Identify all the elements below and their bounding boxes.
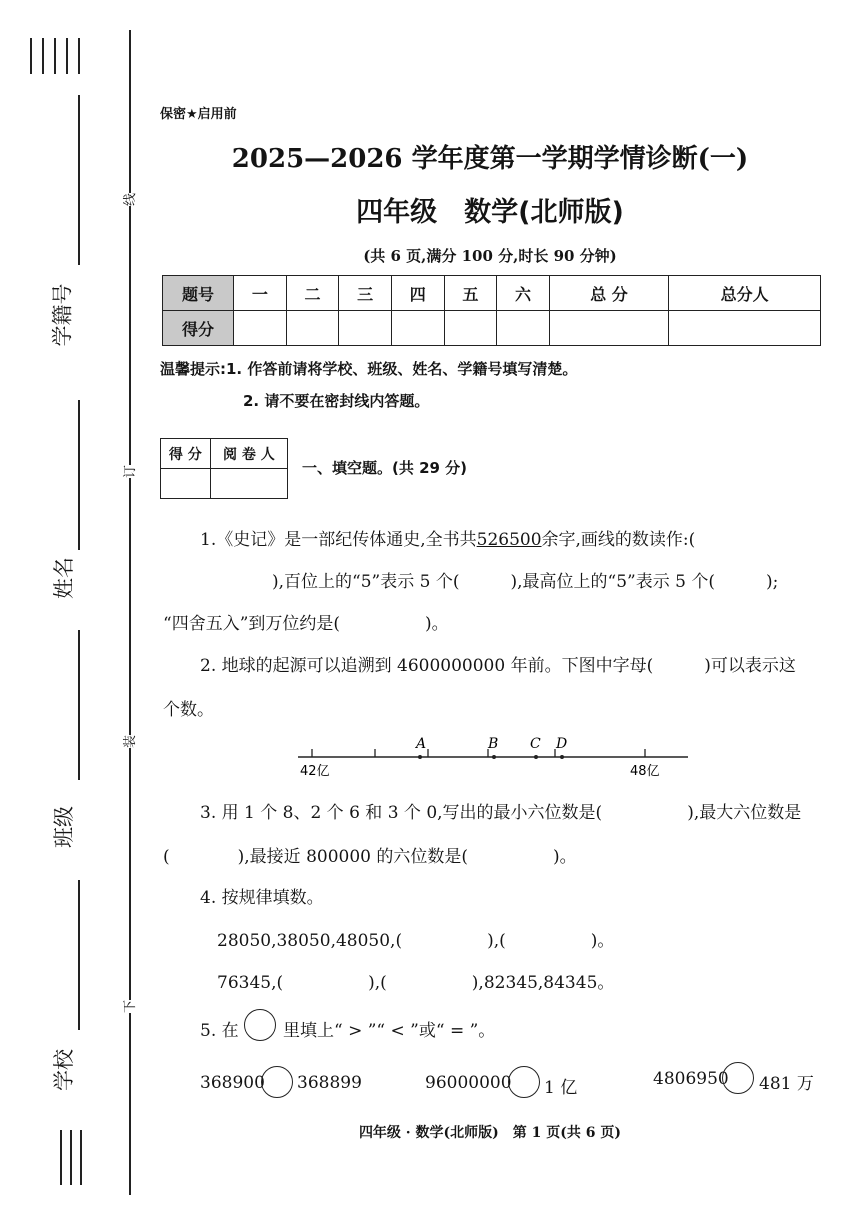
score-header: 四 <box>391 276 444 311</box>
compare-2-circle[interactable] <box>508 1066 540 1098</box>
grader-score-label: 得 分 <box>161 439 211 469</box>
score-cell[interactable] <box>669 311 821 346</box>
question-3-line-2: ( ),最接近 800000 的六位数是( )。 <box>163 847 577 867</box>
score-header: 总分人 <box>669 276 821 311</box>
question-3-line-1: 3. 用 1 个 8、2 个 6 和 3 个 0,写出的最小六位数是( ),最大六位数是 <box>200 803 802 823</box>
confidential-label: 保密★启用前 <box>160 107 237 122</box>
point-label-d: D <box>556 736 568 752</box>
compare-3-left: 4806950 <box>653 1069 729 1089</box>
point-label-c: C <box>530 736 541 752</box>
score-cell[interactable] <box>286 311 339 346</box>
compare-3-circle[interactable] <box>722 1062 754 1094</box>
compare-2-right: 1 亿 <box>544 1078 578 1098</box>
number-line-left-label: 42亿 <box>300 764 330 779</box>
compare-3-right: 481 万 <box>759 1074 814 1094</box>
tip-line-1: 温馨提示:1. 作答前请将学校、班级、姓名、学籍号填写清楚。 <box>160 360 578 378</box>
grader-reviewer-cell[interactable] <box>210 469 287 499</box>
question-4-title: 4. 按规律填数。 <box>200 888 324 908</box>
tick-mark <box>70 1130 72 1185</box>
point-label-b: B <box>488 736 499 752</box>
q1-text-b: 余字,画线的数读作:( <box>541 530 696 550</box>
compare-2-left: 96000000 <box>425 1073 512 1093</box>
grader-reviewer-label: 阅 卷 人 <box>210 439 287 469</box>
question-2-line-1: 2. 地球的起源可以追溯到 4600000000 年前。下图中字母( )可以表示这 <box>200 656 796 676</box>
label-school: 学校 <box>52 1049 76 1091</box>
q1-underlined-number: 526500 <box>476 530 542 550</box>
score-header: 六 <box>497 276 550 311</box>
number-line-point <box>492 755 496 759</box>
score-cell[interactable] <box>339 311 392 346</box>
question-5-text-a: 5. 在 <box>200 1021 239 1041</box>
compare-1-right: 368899 <box>297 1073 362 1093</box>
score-table <box>162 275 821 346</box>
tick-mark <box>78 38 80 74</box>
fill-line-class[interactable] <box>78 630 80 780</box>
number-line-point <box>418 755 422 759</box>
score-header: 总 分 <box>549 276 668 311</box>
tick-mark <box>80 1130 82 1185</box>
fill-line-name[interactable] <box>78 400 80 550</box>
question-4-row-1: 28050,38050,48050,( ),( )。 <box>217 931 615 951</box>
point-label-a: A <box>416 736 427 752</box>
exam-subtitle: 四年级 数学(北师版) <box>356 197 624 228</box>
grader-table <box>160 438 288 499</box>
question-4-row-2: 76345,( ),( ),82345,84345。 <box>217 973 615 993</box>
compare-1-left: 368900 <box>200 1073 265 1093</box>
section-title: 一、填空题。(共 29 分) <box>302 459 468 477</box>
question-1-line-3: “四舍五入”到万位约是( )。 <box>163 614 449 634</box>
fill-line-school[interactable] <box>78 880 80 1030</box>
label-class: 班级 <box>52 806 76 848</box>
page-footer: 四年级 · 数学(北师版) 第 1 页(共 6 页) <box>358 1125 622 1141</box>
question-1-line-1 <box>200 525 695 550</box>
tick-mark <box>60 1130 62 1185</box>
question-2-line-2: 个数。 <box>163 700 214 720</box>
score-cell[interactable] <box>444 311 497 346</box>
example-circle <box>244 1009 276 1041</box>
exam-title: 2025—2026 学年度第一学期学情诊断(一) <box>231 144 749 174</box>
seal-mark: 订 <box>117 465 140 478</box>
grader-score-cell[interactable] <box>161 469 211 499</box>
score-header: 二 <box>286 276 339 311</box>
tip-line-2: 2. 请不要在密封线内答题。 <box>243 392 430 410</box>
tick-mark <box>54 38 56 74</box>
tick-mark <box>66 38 68 74</box>
score-row-label: 得分 <box>163 311 234 346</box>
question-5-text-b: 里填上“ > ”“ < ”或“ = ”。 <box>283 1021 496 1041</box>
score-cell[interactable] <box>234 311 287 346</box>
score-header: 题号 <box>163 276 234 311</box>
label-student-id: 学籍号 <box>50 283 75 347</box>
number-line-right-label: 48亿 <box>630 764 660 779</box>
score-cell[interactable] <box>497 311 550 346</box>
exam-info: (共 6 页,满分 100 分,时长 90 分钟) <box>363 247 617 265</box>
fill-line-student-id[interactable] <box>78 95 80 265</box>
score-cell[interactable] <box>391 311 444 346</box>
q1-text-a: 1.《史记》是一部纪传体通史,全书共 <box>200 530 477 550</box>
score-header: 一 <box>234 276 287 311</box>
seal-mark: 装 <box>117 735 140 748</box>
tick-mark <box>30 38 32 74</box>
score-header: 三 <box>339 276 392 311</box>
score-cell[interactable] <box>549 311 668 346</box>
tick-mark <box>42 38 44 74</box>
seal-mark: 下 <box>117 1000 140 1013</box>
score-header: 五 <box>444 276 497 311</box>
number-line-point <box>560 755 564 759</box>
question-1-line-2: ),百位上的“5”表示 5 个( ),最高位上的“5”表示 5 个( ); <box>272 572 779 592</box>
number-line-point <box>534 755 538 759</box>
label-name: 姓名 <box>52 557 76 599</box>
seal-mark: 线 <box>117 193 140 206</box>
compare-1-circle[interactable] <box>261 1066 293 1098</box>
number-line <box>290 730 700 780</box>
